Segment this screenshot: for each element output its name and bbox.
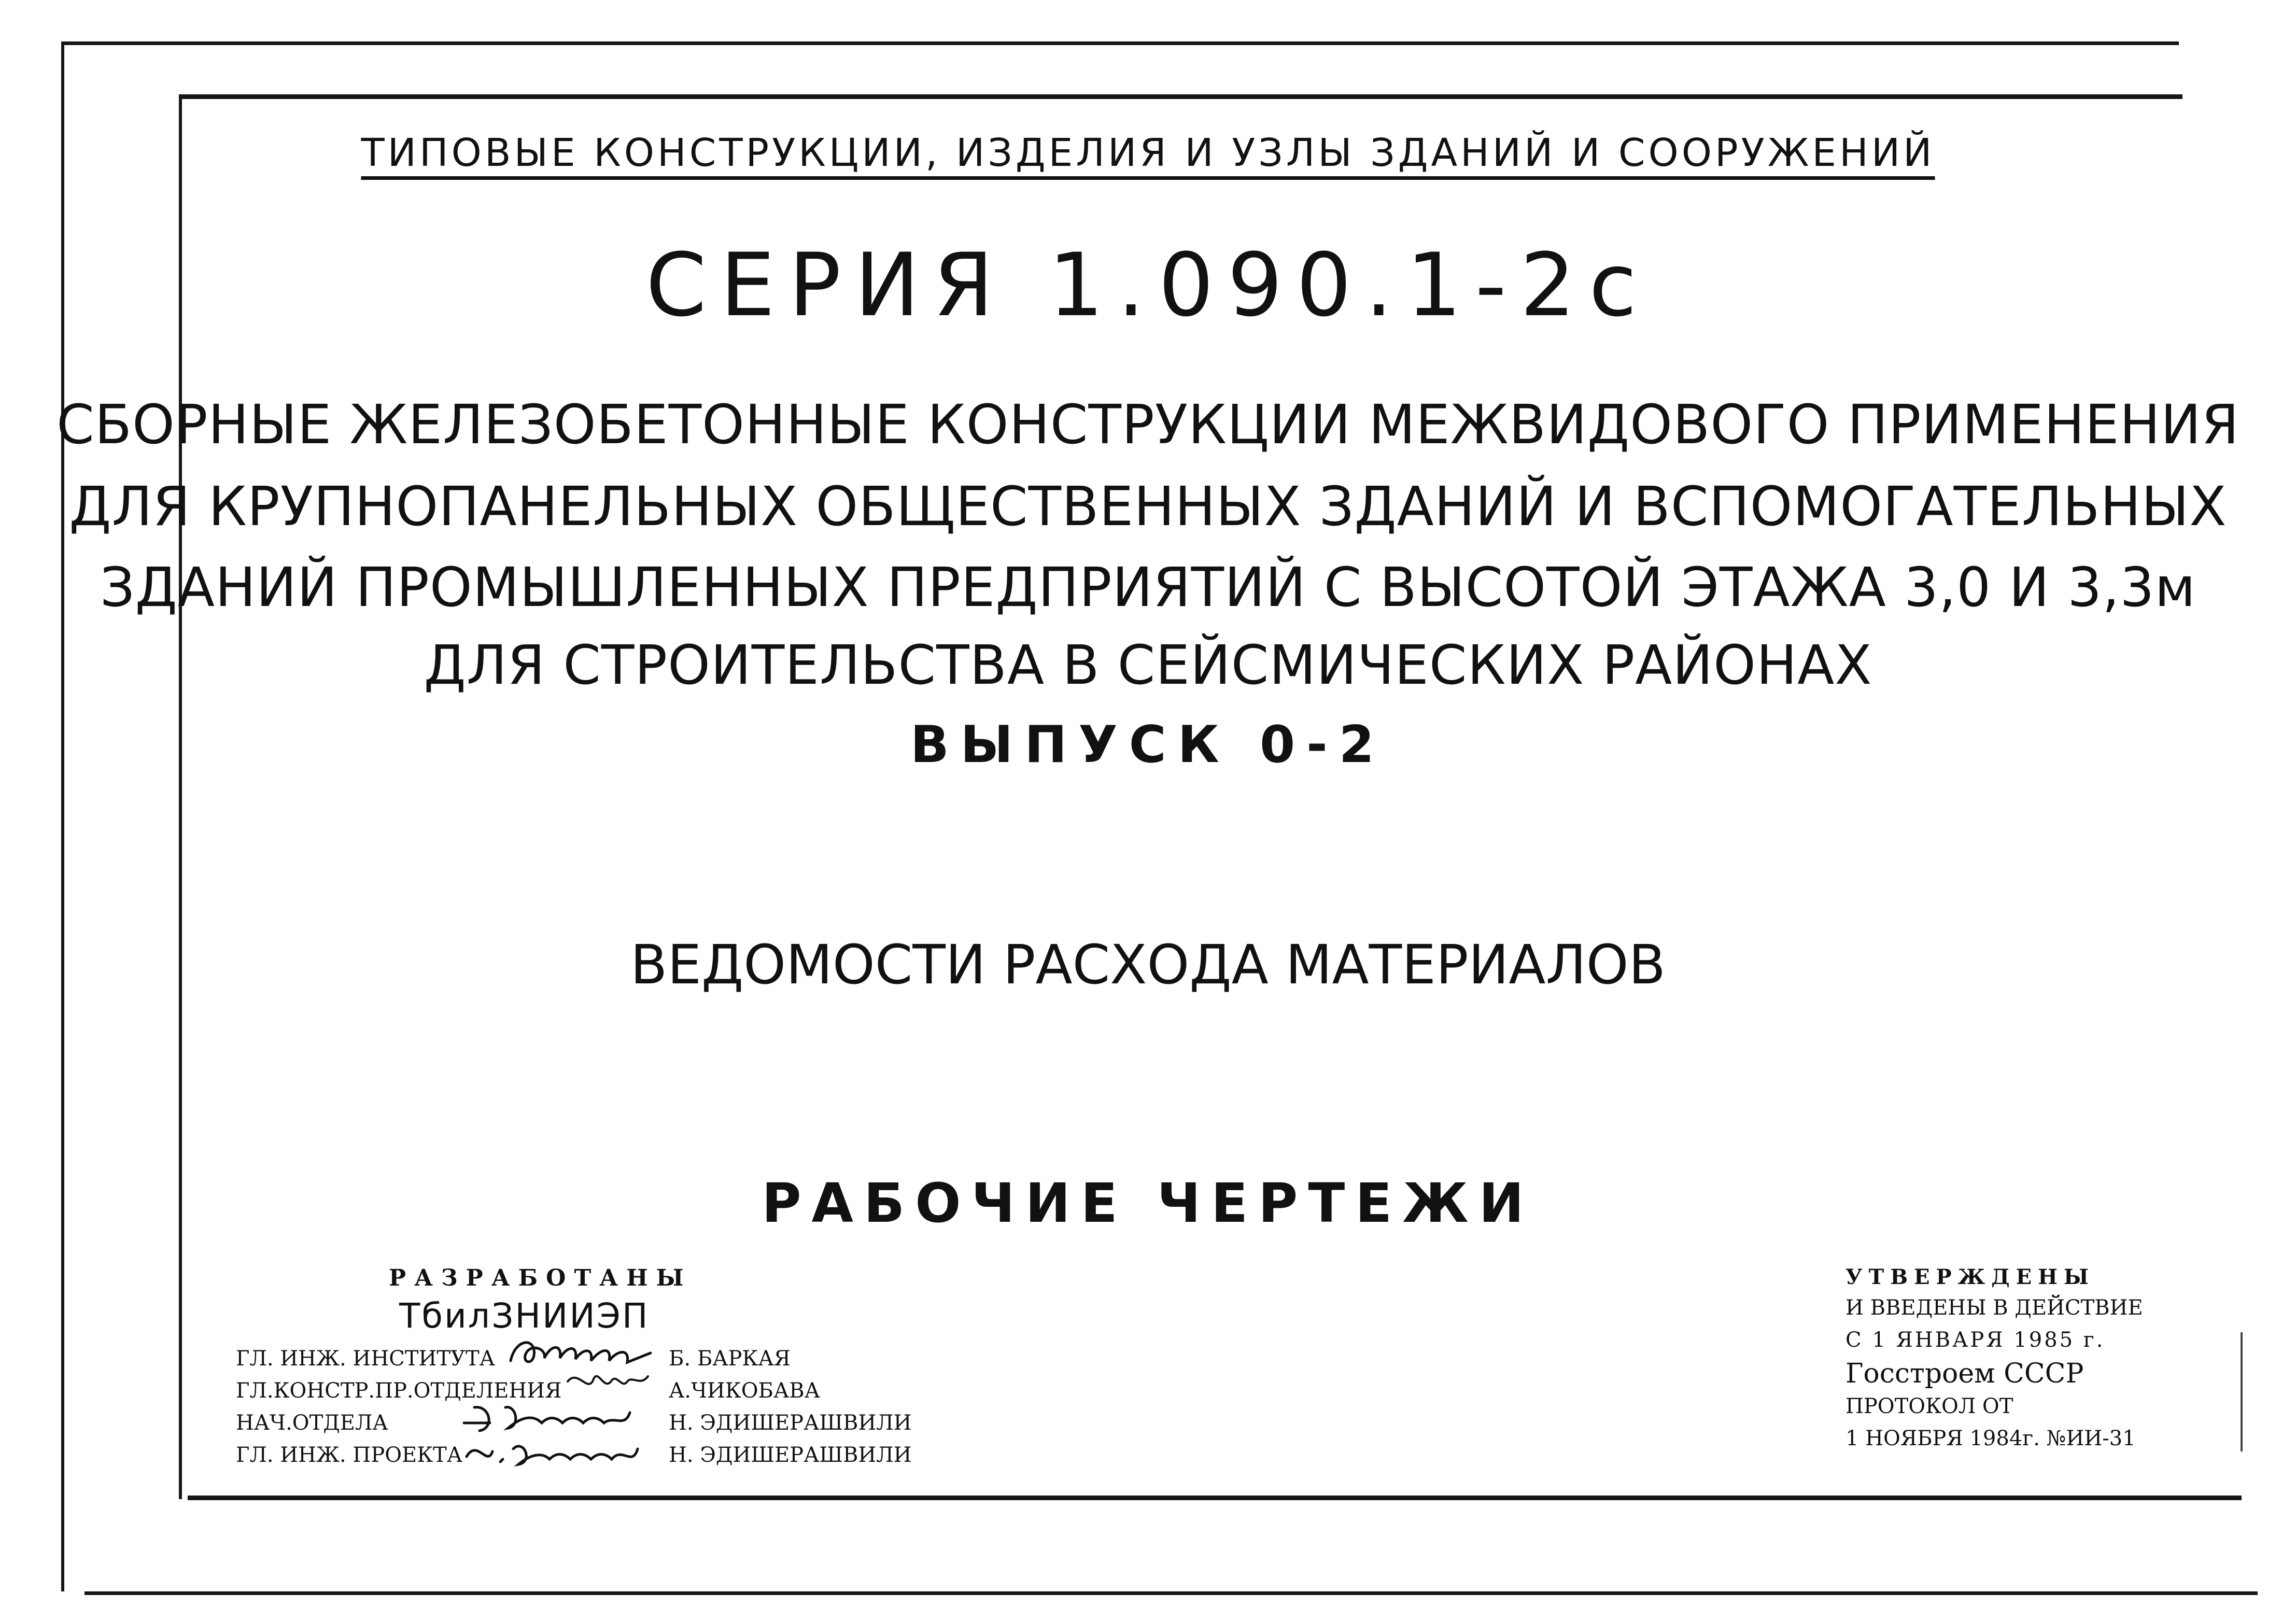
staff-name: А.ЧИКОБАВА <box>669 1379 820 1403</box>
frame-inner-bottom <box>188 1496 2242 1500</box>
developed-heading: РАЗРАБОТАНЫ <box>389 1265 692 1291</box>
approval-line: С 1 ЯНВАРЯ 1985 г. <box>1846 1328 2105 1352</box>
frame-outer-top <box>61 41 2179 45</box>
approval-line: ПРОТОКОЛ ОТ <box>1846 1394 2013 1418</box>
staff-name: Н. ЭДИШЕРАШВИЛИ <box>669 1443 912 1467</box>
description-line-2: ДЛЯ КРУПНОПАНЕЛЬНЫХ ОБЩЕСТВЕННЫХ ЗДАНИЙ И ВСПОМОГАТЕЛЬНЫХ <box>69 475 2227 538</box>
staff-role: ГЛ. ИНЖ. ИНСТИТУТА <box>236 1347 495 1371</box>
description-line-3: ЗДАНИЙ ПРОМЫШЛЕННЫХ ПРЕДПРИЯТИЙ С ВЫСОТОЙ ЭТАЖА 3,0 И 3,3м <box>100 556 2196 619</box>
frame-outer-bottom <box>84 1591 2258 1595</box>
series-header: ТИПОВЫЕ КОНСТРУКЦИИ, ИЗДЕЛИЯ И УЗЛЫ ЗДАНИЙ И СООРУЖЕНИЙ <box>361 131 1935 175</box>
issue-number: ВЫПУСК 0-2 <box>910 715 1386 774</box>
volume-title: ВЕДОМОСТИ РАСХОДА МАТЕРИАЛОВ <box>630 933 1666 996</box>
staff-name: Б. БАРКАЯ <box>669 1347 791 1371</box>
drawings-type: РАБОЧИЕ ЧЕРТЕЖИ <box>762 1172 1534 1235</box>
description-line-1: СБОРНЫЕ ЖЕЛЕЗОБЕТОННЫЕ КОНСТРУКЦИИ МЕЖВИДОВОГО ПРИМЕНЕНИЯ <box>57 393 2239 456</box>
staff-role: НАЧ.ОТДЕЛА <box>236 1411 388 1435</box>
signature-chief-project-engineer <box>461 1431 648 1477</box>
frame-right-mark <box>2241 1332 2243 1451</box>
developer-organization: ТбилЗНИИЭП <box>399 1296 650 1336</box>
staff-name: Н. ЭДИШЕРАШВИЛИ <box>669 1411 912 1435</box>
staff-role: ГЛ.КОНСТР.ПР.ОТДЕЛЕНИЯ <box>236 1379 562 1403</box>
description-line-4: ДЛЯ СТРОИТЕЛЬСТВА В СЕЙСМИЧЕСКИХ РАЙОНАХ <box>424 633 1872 697</box>
frame-inner-top <box>179 94 2182 99</box>
approval-line: УТВЕРЖДЕНЫ <box>1846 1265 2095 1289</box>
approval-line: Госстроем СССР <box>1846 1358 2084 1389</box>
staff-role: ГЛ. ИНЖ. ПРОЕКТА <box>236 1443 463 1467</box>
approval-line: 1 НОЯБРЯ 1984г. №ИИ-31 <box>1846 1427 2136 1450</box>
series-title: СЕРИЯ 1.090.1-2с <box>645 234 1651 336</box>
approval-line: И ВВЕДЕНЫ В ДЕЙСТВИЕ <box>1846 1296 2143 1320</box>
